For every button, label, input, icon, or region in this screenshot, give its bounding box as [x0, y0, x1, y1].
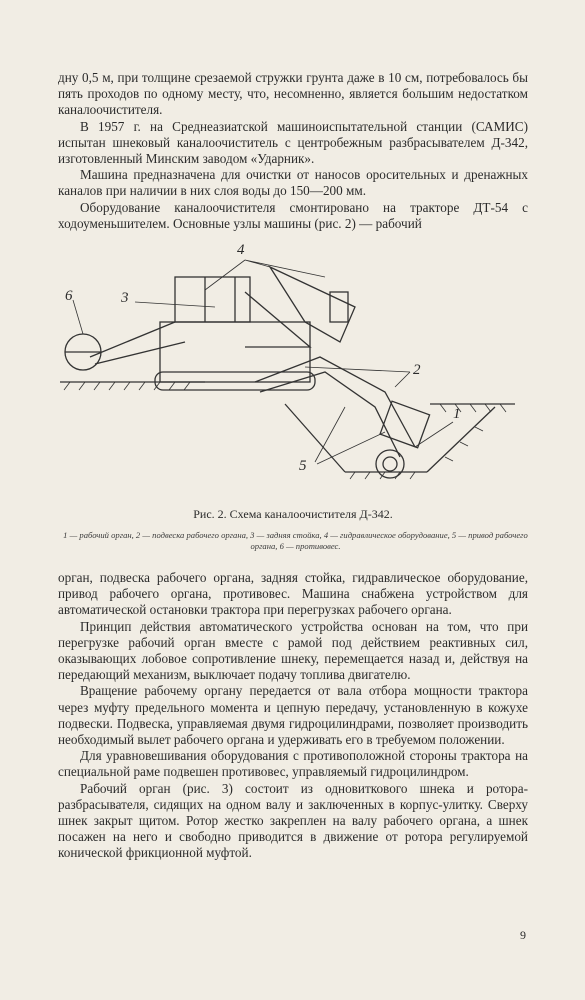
working-organ-auger	[376, 450, 404, 478]
paragraph-7: Вращение рабочему органу передается от вала отбора мощности трактора через муфту предельного момента и цепную передачу, установленную в кожухе подвески. Подвеска, управляемая двумя гидроцилиндрами, позволяет производить необходимый вылет рабочего органа и удерживать его в требуемом положении.	[58, 683, 528, 748]
label-5: 5	[299, 458, 307, 474]
label-4: 4	[237, 242, 245, 258]
paragraph-3: Машина предназначена для очистки от наносов оросительных и дренажных каналов при наличии в них слоя воды до 150—200 мм.	[58, 167, 528, 199]
text-block-top	[58, 70, 528, 232]
tractor-cab	[175, 277, 250, 322]
page-number: 9	[520, 928, 526, 942]
text-block-bottom	[58, 570, 528, 862]
paragraph-2: В 1957 г. на Среднеазиатской машиноиспытательной станции (САМИС) испытан шнековый каналоочиститель с центробежным разбрасывателем Д-342, изготовленный Минским заводом «Ударник».	[58, 118, 528, 167]
paragraph-5: орган, подвеска рабочего органа, задняя стойка, гидравлическое оборудование, привод рабочего органа, противовес. Машина снабжена устройством для автоматической остановки трактора при перегрузках рабочего органа.	[58, 570, 528, 618]
canal-cleaner-diagram	[55, 232, 525, 500]
hydraulic-arm	[270, 267, 355, 342]
tractor-body	[160, 322, 310, 382]
paragraph-6: Принцип действия автоматического устройства основан на том, что при перегрузке рабочий орган вместе с рамой под действием реактивных сил, оказывающих лобовое сопротивление шнеку, перемещается назад и, действуя на передающий механизм, выключает подачу топлива двигателю.	[58, 618, 528, 683]
working-organ-housing	[380, 401, 430, 448]
paragraph-9: Рабочий орган (рис. 3) состоит из одновиткового шнека и ротора-разбрасывателя, сидящих на одном валу и заключенных в корпус-улитку. Сверху шнек закрыт щитом. Ротор жестко закреплен на валу рабочего органа, а шнек посажен на него и свободно приводится в движение от ротора регулируемой конической фрикционной муфтой.	[58, 780, 528, 861]
label-2: 2	[413, 362, 421, 378]
paragraph-8: Для уравновешивания оборудования с противоположной стороны трактора на специальной раме подвешен противовес, управляемый гидроцилиндром.	[58, 748, 528, 780]
label-6: 6	[65, 288, 73, 304]
counterweight-boom	[90, 322, 185, 364]
canal-bank-right	[427, 407, 495, 472]
figure-caption: Рис. 2. Схема каналоочистителя Д-342.	[193, 507, 393, 521]
paragraph-4: Оборудование каналоочистителя смонтировано на тракторе ДТ-54 с ходоуменьшителем. Основные узлы машины (рис. 2) — рабочий	[58, 199, 528, 231]
figure-legend: 1 — рабочий орган, 2 — подвеска рабочего органа, 3 — задняя стойка, 4 — гидравлическое оборудование, 5 — привод рабочего органа, 6 — противовес.	[63, 530, 528, 551]
label-3: 3	[121, 290, 129, 306]
paragraph-1: дну 0,5 м, при толщине срезаемой стружки грунта даже в 10 см, потребовалось бы пять проходов по одному месту, что, несомненно, является большим недостатком каналоочистителя.	[58, 70, 528, 118]
tractor-track	[155, 372, 315, 390]
rear-post	[245, 292, 310, 347]
label-1: 1	[453, 406, 461, 422]
